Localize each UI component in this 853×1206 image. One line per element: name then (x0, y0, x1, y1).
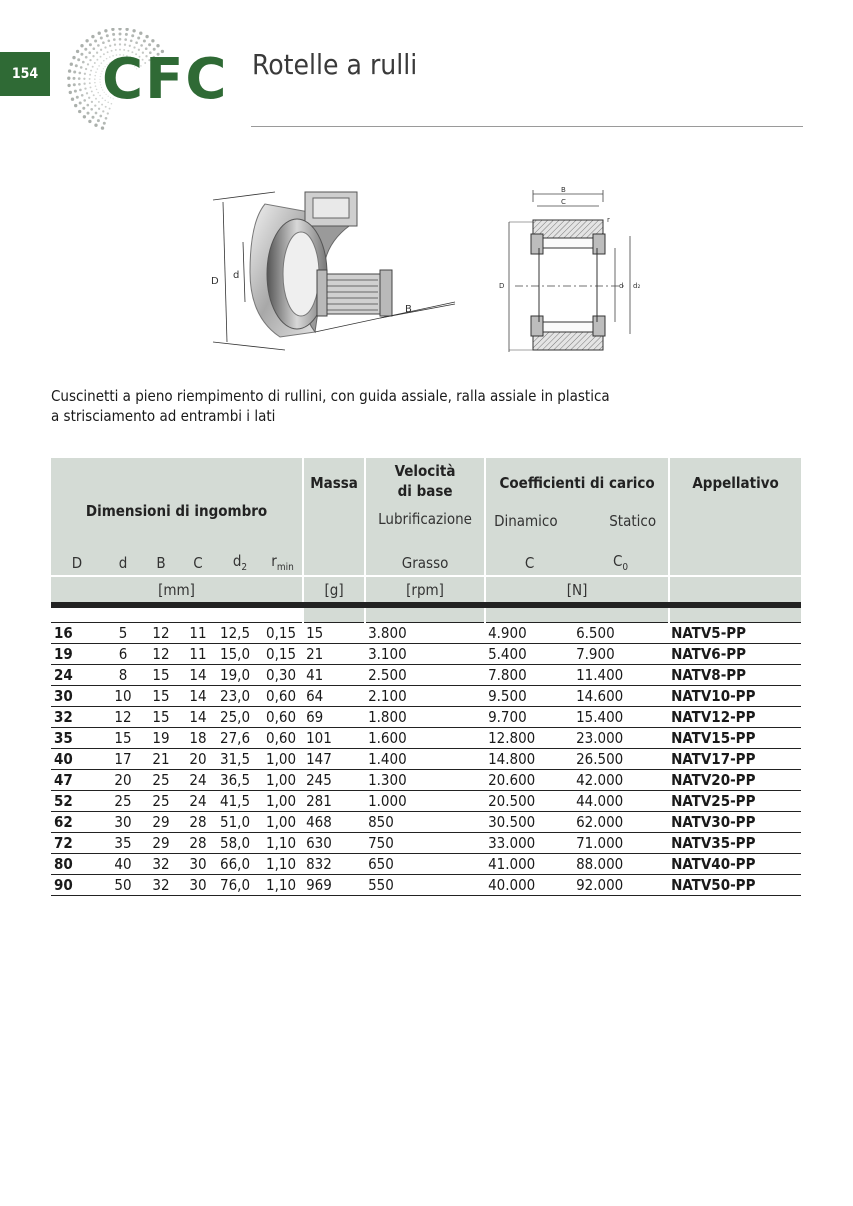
cell-r: 0,60 (263, 706, 303, 727)
cell-r: 0,15 (263, 643, 303, 664)
table-row (51, 853, 801, 874)
cell-C: 28 (179, 832, 217, 853)
cell-d2: 12,5 (217, 622, 263, 643)
cell-C: 20 (179, 748, 217, 769)
cell-D: 80 (51, 853, 103, 874)
cell-r: 1,00 (263, 790, 303, 811)
section-label-B: B (561, 186, 566, 194)
cell-d: 50 (103, 874, 143, 895)
cell-r: 0,15 (263, 622, 303, 643)
cell-d2: 41,5 (217, 790, 263, 811)
unit-rpm: [rpm] (365, 576, 485, 602)
bearing-cutaway-figure (205, 182, 465, 361)
cell-B: 15 (143, 685, 179, 706)
unit-designation-empty (669, 576, 801, 602)
cell-r: 1,00 (263, 769, 303, 790)
cell-r: 1,10 (263, 874, 303, 895)
cell-D: 62 (51, 811, 103, 832)
cell-D: 90 (51, 874, 103, 895)
cell-m: 64 (303, 685, 365, 706)
cell-D: 16 (51, 622, 103, 643)
header-load-title: Coefficienti di carico (499, 474, 655, 492)
table-row (51, 664, 801, 685)
page-number: 154 (11, 66, 39, 82)
col-header-D: D (51, 550, 103, 576)
col-header-rmin: $r_{min}$ (263, 550, 303, 576)
cell-n: 550 (365, 874, 485, 895)
cell-B: 29 (143, 832, 179, 853)
cell-d: 17 (103, 748, 143, 769)
cell-B: 25 (143, 769, 179, 790)
cell-D: 19 (51, 643, 103, 664)
col-header-d: d (103, 550, 143, 576)
table-row (51, 706, 801, 727)
unit-mm: [mm] (51, 576, 303, 602)
cell-name: NATV25-PP (669, 790, 801, 811)
cell-d: 30 (103, 811, 143, 832)
cell-d: 5 (103, 622, 143, 643)
cell-D: 30 (51, 685, 103, 706)
cell-C: 24 (179, 790, 217, 811)
cell-B: 32 (143, 853, 179, 874)
table-row (51, 832, 801, 853)
cell-C: 28 (179, 811, 217, 832)
cfc-logo (58, 28, 238, 138)
col-header-C: C (179, 550, 217, 576)
cell-Cd: 5.400 (485, 643, 573, 664)
cell-name: NATV12-PP (669, 706, 801, 727)
cell-D: 72 (51, 832, 103, 853)
cell-C0: 23.000 (573, 727, 669, 748)
col-header-dynamic: C (485, 550, 573, 576)
section-label-r: r (607, 216, 610, 224)
cell-m: 832 (303, 853, 365, 874)
cell-n: 1.600 (365, 727, 485, 748)
cell-m: 69 (303, 706, 365, 727)
cell-C0: 15.400 (573, 706, 669, 727)
cell-C: 30 (179, 853, 217, 874)
cell-name: NATV20-PP (669, 769, 801, 790)
dim-label-B: B (405, 304, 412, 315)
cell-m: 147 (303, 748, 365, 769)
bearing-spec-table (51, 458, 801, 896)
cell-m: 101 (303, 727, 365, 748)
cell-D: 47 (51, 769, 103, 790)
cell-C0: 11.400 (573, 664, 669, 685)
cell-name: NATV6-PP (669, 643, 801, 664)
cell-Cd: 20.600 (485, 769, 573, 790)
page-number-tab (0, 52, 50, 96)
cell-name: NATV40-PP (669, 853, 801, 874)
cell-C0: 44.000 (573, 790, 669, 811)
cell-Cd: 20.500 (485, 790, 573, 811)
cell-d2: 27,6 (217, 727, 263, 748)
cell-name: NATV30-PP (669, 811, 801, 832)
cell-Cd: 14.800 (485, 748, 573, 769)
cell-d2: 25,0 (217, 706, 263, 727)
section-label-d2: d₂ (633, 282, 641, 290)
cell-B: 19 (143, 727, 179, 748)
cell-name: NATV17-PP (669, 748, 801, 769)
cell-d: 6 (103, 643, 143, 664)
cell-name: NATV8-PP (669, 664, 801, 685)
cell-Cd: 7.800 (485, 664, 573, 685)
cell-m: 969 (303, 874, 365, 895)
cell-B: 29 (143, 811, 179, 832)
cell-C0: 88.000 (573, 853, 669, 874)
cell-C0: 7.900 (573, 643, 669, 664)
cell-m: 41 (303, 664, 365, 685)
cell-d: 12 (103, 706, 143, 727)
cell-name: NATV35-PP (669, 832, 801, 853)
cell-r: 0,60 (263, 685, 303, 706)
cell-C0: 14.600 (573, 685, 669, 706)
cell-D: 32 (51, 706, 103, 727)
col-header-mass-empty (303, 550, 365, 576)
cell-B: 15 (143, 664, 179, 685)
col-header-grease: Grasso (365, 550, 485, 576)
header-static: Statico (609, 512, 657, 530)
cell-d2: 51,0 (217, 811, 263, 832)
cell-Cd: 9.500 (485, 685, 573, 706)
cell-d2: 23,0 (217, 685, 263, 706)
cell-n: 850 (365, 811, 485, 832)
cell-Cd: 41.000 (485, 853, 573, 874)
cell-d: 15 (103, 727, 143, 748)
cell-name: NATV50-PP (669, 874, 801, 895)
cell-B: 12 (143, 622, 179, 643)
table-row (51, 727, 801, 748)
description-line-2: a strisciamento ad entrambi i lati (51, 407, 276, 425)
product-description (51, 386, 751, 426)
cell-B: 15 (143, 706, 179, 727)
cell-r: 1,10 (263, 853, 303, 874)
cell-C0: 92.000 (573, 874, 669, 895)
cell-B: 32 (143, 874, 179, 895)
cell-C: 11 (179, 622, 217, 643)
cell-m: 15 (303, 622, 365, 643)
cell-d: 35 (103, 832, 143, 853)
col-header-B: B (143, 550, 179, 576)
cell-C: 30 (179, 874, 217, 895)
cell-name: NATV10-PP (669, 685, 801, 706)
header-dimensions: Dimensioni di ingombro (51, 458, 303, 550)
cell-D: 24 (51, 664, 103, 685)
cell-D: 52 (51, 790, 103, 811)
cell-n: 750 (365, 832, 485, 853)
cell-n: 3.800 (365, 622, 485, 643)
section-label-C: C (561, 198, 566, 206)
cell-d2: 66,0 (217, 853, 263, 874)
cell-n: 1.400 (365, 748, 485, 769)
cell-d: 10 (103, 685, 143, 706)
col-header-designation-empty (669, 550, 801, 576)
cell-B: 25 (143, 790, 179, 811)
cell-Cd: 4.900 (485, 622, 573, 643)
cell-d2: 19,0 (217, 664, 263, 685)
cell-D: 40 (51, 748, 103, 769)
cell-n: 3.100 (365, 643, 485, 664)
table-row (51, 643, 801, 664)
table-row (51, 874, 801, 895)
cell-Cd: 30.500 (485, 811, 573, 832)
cell-C: 14 (179, 706, 217, 727)
cell-C0: 26.500 (573, 748, 669, 769)
cell-m: 281 (303, 790, 365, 811)
cell-n: 2.100 (365, 685, 485, 706)
unit-g: [g] (303, 576, 365, 602)
cfc-logo-graphic (58, 28, 238, 138)
table-row (51, 622, 801, 643)
cell-C0: 6.500 (573, 622, 669, 643)
cell-C0: 42.000 (573, 769, 669, 790)
header-designation: Appellativo (669, 458, 801, 550)
header-speed-line2: di base (397, 482, 453, 500)
description-line-1: Cuscinetti a pieno riempimento di rullini, con guida assiale, ralla assiale in plastica (51, 387, 610, 405)
cell-C: 18 (179, 727, 217, 748)
cell-m: 630 (303, 832, 365, 853)
cell-n: 2.500 (365, 664, 485, 685)
header-dynamic: Dinamico (494, 512, 558, 530)
cell-Cd: 40.000 (485, 874, 573, 895)
cell-r: 0,30 (263, 664, 303, 685)
dim-label-d: d (233, 270, 240, 281)
table-row (51, 811, 801, 832)
cell-C: 11 (179, 643, 217, 664)
cell-C0: 62.000 (573, 811, 669, 832)
col-header-static: $C_0$ (573, 550, 669, 576)
title-divider (251, 126, 803, 127)
cell-name: NATV15-PP (669, 727, 801, 748)
cell-m: 21 (303, 643, 365, 664)
header-speed (365, 458, 485, 550)
cell-m: 468 (303, 811, 365, 832)
cell-n: 1.300 (365, 769, 485, 790)
cell-d: 8 (103, 664, 143, 685)
cell-C: 24 (179, 769, 217, 790)
table-row (51, 790, 801, 811)
cell-d: 20 (103, 769, 143, 790)
col-header-d2: $d_2$ (217, 550, 263, 576)
unit-N: [N] (485, 576, 669, 602)
dim-label-D: D (211, 276, 219, 287)
cell-m: 245 (303, 769, 365, 790)
cell-name: NATV5-PP (669, 622, 801, 643)
cfc-logo-text: CFC (102, 47, 229, 112)
section-label-d: d (619, 282, 624, 290)
cell-d2: 36,5 (217, 769, 263, 790)
header-speed-line1: Velocità (394, 462, 456, 480)
cell-C: 14 (179, 664, 217, 685)
cell-C: 14 (179, 685, 217, 706)
cell-d2: 58,0 (217, 832, 263, 853)
bearing-section-drawing (495, 182, 655, 366)
cell-n: 1.800 (365, 706, 485, 727)
cell-Cd: 12.800 (485, 727, 573, 748)
section-label-D: D (499, 282, 505, 290)
cell-n: 650 (365, 853, 485, 874)
header-mass: Massa (303, 458, 365, 550)
table-row (51, 685, 801, 706)
cell-Cd: 33.000 (485, 832, 573, 853)
cell-d2: 76,0 (217, 874, 263, 895)
cell-D: 35 (51, 727, 103, 748)
cell-r: 0,60 (263, 727, 303, 748)
cell-d: 25 (103, 790, 143, 811)
page-title: Rotelle a rulli (252, 48, 418, 81)
cell-B: 21 (143, 748, 179, 769)
cell-n: 1.000 (365, 790, 485, 811)
cell-d2: 31,5 (217, 748, 263, 769)
cell-r: 1,10 (263, 832, 303, 853)
header-lubrication: Lubrificazione (378, 510, 472, 528)
cell-Cd: 9.700 (485, 706, 573, 727)
table-row (51, 748, 801, 769)
cell-r: 1,00 (263, 811, 303, 832)
header-load (485, 458, 669, 550)
cell-B: 12 (143, 643, 179, 664)
cell-r: 1,00 (263, 748, 303, 769)
cell-d2: 15,0 (217, 643, 263, 664)
table-row (51, 769, 801, 790)
cell-d: 40 (103, 853, 143, 874)
cell-C0: 71.000 (573, 832, 669, 853)
